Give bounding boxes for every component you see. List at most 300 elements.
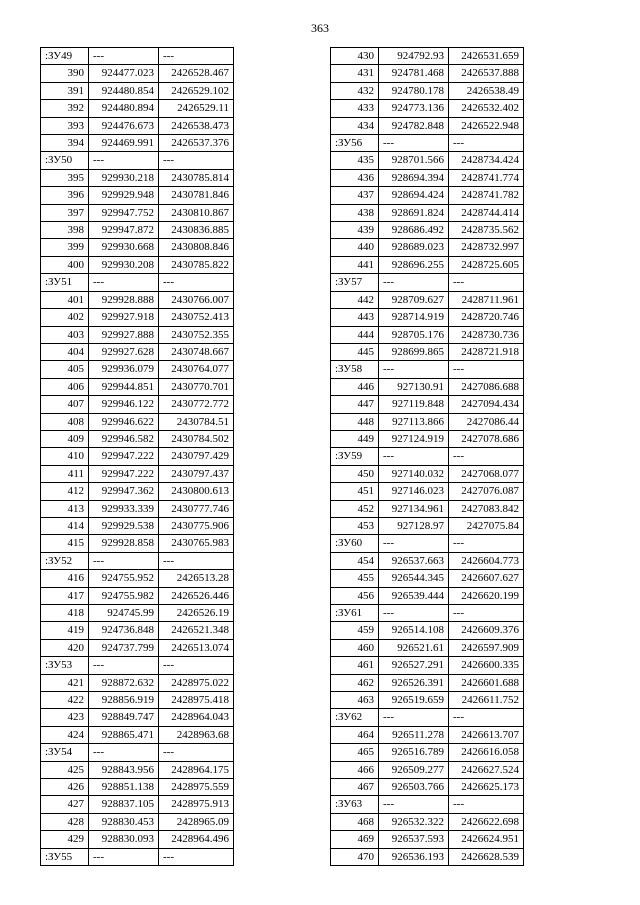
y-coordinate-cell: --- xyxy=(159,657,234,674)
y-coordinate-cell: 2428975.559 xyxy=(159,779,234,796)
y-coordinate-cell: 2427078.686 xyxy=(449,430,524,447)
x-coordinate-cell: 924480.854 xyxy=(89,82,159,99)
x-coordinate-cell: --- xyxy=(89,48,159,65)
table-row xyxy=(41,361,234,378)
table-row xyxy=(331,779,524,796)
y-coordinate-cell: 2426609.376 xyxy=(449,622,524,639)
x-coordinate-cell: 926537.663 xyxy=(379,552,449,569)
parcel-header-row xyxy=(331,361,524,378)
table-row xyxy=(331,674,524,691)
parcel-label-cell: :ЗУ57 xyxy=(331,274,379,291)
y-coordinate-cell: 2426529.11 xyxy=(159,100,234,117)
table-row xyxy=(331,48,524,65)
point-id-cell: 398 xyxy=(41,222,89,239)
x-coordinate-cell: 928830.093 xyxy=(89,831,159,848)
y-coordinate-cell: 2427086.44 xyxy=(449,413,524,430)
parcel-header-row xyxy=(41,552,234,569)
table-row xyxy=(331,517,524,534)
y-coordinate-cell: 2426513.074 xyxy=(159,639,234,656)
parcel-header-row xyxy=(41,848,234,865)
x-coordinate-cell: 929947.752 xyxy=(89,204,159,221)
parcel-header-row xyxy=(41,48,234,65)
y-coordinate-cell: 2430800.613 xyxy=(159,483,234,500)
table-row xyxy=(331,692,524,709)
x-coordinate-cell: 924477.023 xyxy=(89,65,159,82)
x-coordinate-cell: 926526.391 xyxy=(379,674,449,691)
point-id-cell: 425 xyxy=(41,761,89,778)
table-row xyxy=(41,222,234,239)
table-row xyxy=(41,674,234,691)
parcel-header-row xyxy=(331,709,524,726)
point-id-cell: 412 xyxy=(41,483,89,500)
y-coordinate-cell: 2430752.413 xyxy=(159,309,234,326)
point-id-cell: 446 xyxy=(331,378,379,395)
x-coordinate-cell: 926537.593 xyxy=(379,831,449,848)
x-coordinate-cell: 929930.208 xyxy=(89,256,159,273)
y-coordinate-cell: 2430785.822 xyxy=(159,256,234,273)
x-coordinate-cell: 928837.105 xyxy=(89,796,159,813)
point-id-cell: 442 xyxy=(331,291,379,308)
point-id-cell: 434 xyxy=(331,117,379,134)
y-coordinate-cell: 2430785.814 xyxy=(159,169,234,186)
y-coordinate-cell: 2426624.951 xyxy=(449,831,524,848)
point-id-cell: 396 xyxy=(41,187,89,204)
x-coordinate-cell: 929947.872 xyxy=(89,222,159,239)
table-row xyxy=(331,239,524,256)
x-coordinate-cell: --- xyxy=(379,709,449,726)
y-coordinate-cell: 2428964.043 xyxy=(159,709,234,726)
y-coordinate-cell: 2430784.502 xyxy=(159,430,234,447)
y-coordinate-cell: --- xyxy=(159,744,234,761)
table-row xyxy=(41,291,234,308)
x-coordinate-cell: 927124.919 xyxy=(379,430,449,447)
point-id-cell: 397 xyxy=(41,204,89,221)
x-coordinate-cell: 929929.948 xyxy=(89,187,159,204)
x-coordinate-cell: 926516.789 xyxy=(379,744,449,761)
y-coordinate-cell: 2428725.605 xyxy=(449,256,524,273)
x-coordinate-cell: --- xyxy=(379,361,449,378)
y-coordinate-cell: --- xyxy=(449,448,524,465)
x-coordinate-cell: 928686.492 xyxy=(379,222,449,239)
point-id-cell: 393 xyxy=(41,117,89,134)
parcel-header-row xyxy=(331,605,524,622)
y-coordinate-cell: --- xyxy=(449,535,524,552)
parcel-label-cell: :ЗУ52 xyxy=(41,552,89,569)
table-row xyxy=(41,117,234,134)
table-row xyxy=(331,639,524,656)
y-coordinate-cell: 2428741.774 xyxy=(449,169,524,186)
y-coordinate-cell: 2428711.961 xyxy=(449,291,524,308)
table-row xyxy=(331,100,524,117)
y-coordinate-cell: --- xyxy=(159,152,234,169)
parcel-label-cell: :ЗУ59 xyxy=(331,448,379,465)
table-row xyxy=(41,483,234,500)
y-coordinate-cell: 2427094.434 xyxy=(449,396,524,413)
table-row xyxy=(41,135,234,152)
y-coordinate-cell: 2430836.885 xyxy=(159,222,234,239)
point-id-cell: 400 xyxy=(41,256,89,273)
table-row xyxy=(41,239,234,256)
x-coordinate-cell: 926527.291 xyxy=(379,657,449,674)
x-coordinate-cell: 927134.961 xyxy=(379,500,449,517)
y-coordinate-cell: --- xyxy=(449,135,524,152)
y-coordinate-cell: 2426625.173 xyxy=(449,779,524,796)
y-coordinate-cell: 2426620.199 xyxy=(449,587,524,604)
y-coordinate-cell: 2426513.28 xyxy=(159,570,234,587)
x-coordinate-cell: --- xyxy=(89,657,159,674)
point-id-cell: 449 xyxy=(331,430,379,447)
y-coordinate-cell: 2426616.058 xyxy=(449,744,524,761)
x-coordinate-cell: 924780.178 xyxy=(379,82,449,99)
x-coordinate-cell: --- xyxy=(89,744,159,761)
point-id-cell: 445 xyxy=(331,343,379,360)
parcel-label-cell: :ЗУ56 xyxy=(331,135,379,152)
x-coordinate-cell: 924737.799 xyxy=(89,639,159,656)
x-coordinate-cell: 927130.91 xyxy=(379,378,449,395)
point-id-cell: 454 xyxy=(331,552,379,569)
point-id-cell: 467 xyxy=(331,779,379,796)
y-coordinate-cell: 2427086.688 xyxy=(449,378,524,395)
table-row xyxy=(331,657,524,674)
x-coordinate-cell: --- xyxy=(379,535,449,552)
table-row xyxy=(41,570,234,587)
point-id-cell: 419 xyxy=(41,622,89,639)
point-id-cell: 432 xyxy=(331,82,379,99)
y-coordinate-cell: 2428975.022 xyxy=(159,674,234,691)
y-coordinate-cell: 2428735.562 xyxy=(449,222,524,239)
point-id-cell: 462 xyxy=(331,674,379,691)
point-id-cell: 391 xyxy=(41,82,89,99)
table-row xyxy=(41,726,234,743)
table-row xyxy=(41,100,234,117)
point-id-cell: 418 xyxy=(41,605,89,622)
x-coordinate-cell: 929928.888 xyxy=(89,291,159,308)
point-id-cell: 468 xyxy=(331,813,379,830)
y-coordinate-cell: 2428721.918 xyxy=(449,343,524,360)
point-id-cell: 436 xyxy=(331,169,379,186)
y-coordinate-cell: 2428730.736 xyxy=(449,326,524,343)
y-coordinate-cell: 2430752.355 xyxy=(159,326,234,343)
x-coordinate-cell: 928689.023 xyxy=(379,239,449,256)
table-row xyxy=(331,343,524,360)
parcel-label-cell: :ЗУ51 xyxy=(41,274,89,291)
parcel-label-cell: :ЗУ63 xyxy=(331,796,379,813)
parcel-label-cell: :ЗУ49 xyxy=(41,48,89,65)
y-coordinate-cell: --- xyxy=(159,552,234,569)
point-id-cell: 437 xyxy=(331,187,379,204)
table-row xyxy=(331,256,524,273)
table-row xyxy=(41,761,234,778)
x-coordinate-cell: 929933.339 xyxy=(89,500,159,517)
table-row xyxy=(41,639,234,656)
y-coordinate-cell: --- xyxy=(449,605,524,622)
point-id-cell: 433 xyxy=(331,100,379,117)
point-id-cell: 455 xyxy=(331,570,379,587)
table-row xyxy=(331,831,524,848)
y-coordinate-cell: 2426597.909 xyxy=(449,639,524,656)
table-row xyxy=(41,430,234,447)
parcel-label-cell: :ЗУ60 xyxy=(331,535,379,552)
y-coordinate-cell: 2426627.524 xyxy=(449,761,524,778)
x-coordinate-cell: 928705.176 xyxy=(379,326,449,343)
point-id-cell: 466 xyxy=(331,761,379,778)
table-row xyxy=(41,343,234,360)
x-coordinate-cell: 928694.394 xyxy=(379,169,449,186)
y-coordinate-cell: 2426607.627 xyxy=(449,570,524,587)
y-coordinate-cell: 2430808.846 xyxy=(159,239,234,256)
x-coordinate-cell: 928691.824 xyxy=(379,204,449,221)
parcel-header-row xyxy=(41,152,234,169)
y-coordinate-cell: 2426521.348 xyxy=(159,622,234,639)
x-coordinate-cell: 924755.982 xyxy=(89,587,159,604)
point-id-cell: 469 xyxy=(331,831,379,848)
point-id-cell: 465 xyxy=(331,744,379,761)
x-coordinate-cell: 928872.632 xyxy=(89,674,159,691)
x-coordinate-cell: 926514.108 xyxy=(379,622,449,639)
point-id-cell: 447 xyxy=(331,396,379,413)
x-coordinate-cell: 926511.278 xyxy=(379,726,449,743)
x-coordinate-cell: 926536.193 xyxy=(379,848,449,865)
parcel-header-row xyxy=(41,274,234,291)
x-coordinate-cell: 928851.138 xyxy=(89,779,159,796)
x-coordinate-cell: 929930.668 xyxy=(89,239,159,256)
y-coordinate-cell: 2430772.772 xyxy=(159,396,234,413)
y-coordinate-cell: 2426522.948 xyxy=(449,117,524,134)
point-id-cell: 423 xyxy=(41,709,89,726)
table-row xyxy=(331,483,524,500)
y-coordinate-cell: 2428720.746 xyxy=(449,309,524,326)
y-coordinate-cell: 2426529.102 xyxy=(159,82,234,99)
x-coordinate-cell: 926539.444 xyxy=(379,587,449,604)
point-id-cell: 409 xyxy=(41,430,89,447)
point-id-cell: 390 xyxy=(41,65,89,82)
x-coordinate-cell: 928843.956 xyxy=(89,761,159,778)
table-row xyxy=(331,117,524,134)
x-coordinate-cell: 924755.952 xyxy=(89,570,159,587)
y-coordinate-cell: --- xyxy=(159,48,234,65)
x-coordinate-cell: 929936.079 xyxy=(89,361,159,378)
x-coordinate-cell: 929927.918 xyxy=(89,309,159,326)
table-row xyxy=(331,326,524,343)
point-id-cell: 424 xyxy=(41,726,89,743)
table-row xyxy=(331,552,524,569)
point-id-cell: 460 xyxy=(331,639,379,656)
table-row xyxy=(41,587,234,604)
point-id-cell: 408 xyxy=(41,413,89,430)
y-coordinate-cell: 2426538.473 xyxy=(159,117,234,134)
point-id-cell: 428 xyxy=(41,813,89,830)
y-coordinate-cell: 2428741.782 xyxy=(449,187,524,204)
y-coordinate-cell: 2430797.437 xyxy=(159,465,234,482)
parcel-header-row xyxy=(331,135,524,152)
point-id-cell: 463 xyxy=(331,692,379,709)
point-id-cell: 440 xyxy=(331,239,379,256)
y-coordinate-cell: 2430777.746 xyxy=(159,500,234,517)
table-row xyxy=(41,256,234,273)
parcel-header-row xyxy=(331,796,524,813)
parcel-header-row xyxy=(331,448,524,465)
point-id-cell: 401 xyxy=(41,291,89,308)
y-coordinate-cell: 2428744.414 xyxy=(449,204,524,221)
table-row xyxy=(331,291,524,308)
x-coordinate-cell: 928699.865 xyxy=(379,343,449,360)
y-coordinate-cell: --- xyxy=(449,274,524,291)
table-row xyxy=(41,465,234,482)
table-row xyxy=(331,744,524,761)
table-row xyxy=(331,500,524,517)
table-row xyxy=(331,813,524,830)
y-coordinate-cell: 2428963.68 xyxy=(159,726,234,743)
x-coordinate-cell: 927146.023 xyxy=(379,483,449,500)
x-coordinate-cell: 924792.93 xyxy=(379,48,449,65)
y-coordinate-cell: 2428965.09 xyxy=(159,813,234,830)
x-coordinate-cell: --- xyxy=(379,796,449,813)
point-id-cell: 426 xyxy=(41,779,89,796)
y-coordinate-cell: 2430797.429 xyxy=(159,448,234,465)
y-coordinate-cell: 2426601.688 xyxy=(449,674,524,691)
x-coordinate-cell: 929947.222 xyxy=(89,465,159,482)
x-coordinate-cell: 929946.582 xyxy=(89,430,159,447)
x-coordinate-cell: 926521.61 xyxy=(379,639,449,656)
x-coordinate-cell: 929947.222 xyxy=(89,448,159,465)
table-row xyxy=(41,500,234,517)
point-id-cell: 450 xyxy=(331,465,379,482)
y-coordinate-cell: 2426537.376 xyxy=(159,135,234,152)
parcel-label-cell: :ЗУ50 xyxy=(41,152,89,169)
x-coordinate-cell: 926544.345 xyxy=(379,570,449,587)
table-row xyxy=(331,430,524,447)
parcel-header-row xyxy=(331,535,524,552)
table-row xyxy=(331,622,524,639)
y-coordinate-cell: 2426611.752 xyxy=(449,692,524,709)
point-id-cell: 470 xyxy=(331,848,379,865)
point-id-cell: 441 xyxy=(331,256,379,273)
point-id-cell: 404 xyxy=(41,343,89,360)
parcel-label-cell: :ЗУ61 xyxy=(331,605,379,622)
x-coordinate-cell: 928696.255 xyxy=(379,256,449,273)
parcel-label-cell: :ЗУ55 xyxy=(41,848,89,865)
x-coordinate-cell: 929947.362 xyxy=(89,483,159,500)
x-coordinate-cell: 928856.919 xyxy=(89,692,159,709)
point-id-cell: 461 xyxy=(331,657,379,674)
x-coordinate-cell: --- xyxy=(379,135,449,152)
table-row xyxy=(331,396,524,413)
point-id-cell: 438 xyxy=(331,204,379,221)
y-coordinate-cell: 2426604.773 xyxy=(449,552,524,569)
x-coordinate-cell: 928709.627 xyxy=(379,291,449,308)
y-coordinate-cell: 2428964.175 xyxy=(159,761,234,778)
point-id-cell: 435 xyxy=(331,152,379,169)
y-coordinate-cell: 2430810.867 xyxy=(159,204,234,221)
y-coordinate-cell: 2426537.888 xyxy=(449,65,524,82)
y-coordinate-cell: 2426532.402 xyxy=(449,100,524,117)
y-coordinate-cell: 2427068.077 xyxy=(449,465,524,482)
y-coordinate-cell: 2426622.698 xyxy=(449,813,524,830)
table-row xyxy=(41,82,234,99)
x-coordinate-cell: 929927.888 xyxy=(89,326,159,343)
x-coordinate-cell: 927128.97 xyxy=(379,517,449,534)
point-id-cell: 403 xyxy=(41,326,89,343)
point-id-cell: 451 xyxy=(331,483,379,500)
y-coordinate-cell: --- xyxy=(449,361,524,378)
table-row xyxy=(41,796,234,813)
table-row xyxy=(41,413,234,430)
point-id-cell: 448 xyxy=(331,413,379,430)
point-id-cell: 414 xyxy=(41,517,89,534)
x-coordinate-cell: 926509.277 xyxy=(379,761,449,778)
parcel-header-row xyxy=(331,274,524,291)
y-coordinate-cell: 2428734.424 xyxy=(449,152,524,169)
table-row xyxy=(41,831,234,848)
table-row xyxy=(41,779,234,796)
table-row xyxy=(41,813,234,830)
y-coordinate-cell: 2427083.842 xyxy=(449,500,524,517)
point-id-cell: 443 xyxy=(331,309,379,326)
x-coordinate-cell: --- xyxy=(89,552,159,569)
x-coordinate-cell: 929930.218 xyxy=(89,169,159,186)
x-coordinate-cell: 924476.673 xyxy=(89,117,159,134)
y-coordinate-cell: 2428964.496 xyxy=(159,831,234,848)
point-id-cell: 416 xyxy=(41,570,89,587)
table-row xyxy=(41,535,234,552)
coordinates-table-right xyxy=(330,47,524,866)
point-id-cell: 406 xyxy=(41,378,89,395)
x-coordinate-cell: 928865.471 xyxy=(89,726,159,743)
point-id-cell: 392 xyxy=(41,100,89,117)
table-row xyxy=(41,169,234,186)
x-coordinate-cell: 927119.848 xyxy=(379,396,449,413)
parcel-header-row xyxy=(41,744,234,761)
table-row xyxy=(331,570,524,587)
x-coordinate-cell: --- xyxy=(89,274,159,291)
point-id-cell: 399 xyxy=(41,239,89,256)
point-id-cell: 456 xyxy=(331,587,379,604)
point-id-cell: 395 xyxy=(41,169,89,186)
table-row xyxy=(331,222,524,239)
table-row xyxy=(41,709,234,726)
table-row xyxy=(331,169,524,186)
x-coordinate-cell: 924469.991 xyxy=(89,135,159,152)
x-coordinate-cell: --- xyxy=(379,274,449,291)
parcel-label-cell: :ЗУ53 xyxy=(41,657,89,674)
table-row xyxy=(331,413,524,430)
y-coordinate-cell: --- xyxy=(159,848,234,865)
table-row xyxy=(41,65,234,82)
point-id-cell: 413 xyxy=(41,500,89,517)
x-coordinate-cell: 926532.322 xyxy=(379,813,449,830)
y-coordinate-cell: --- xyxy=(159,274,234,291)
table-row xyxy=(331,378,524,395)
x-coordinate-cell: 928830.453 xyxy=(89,813,159,830)
point-id-cell: 405 xyxy=(41,361,89,378)
table-row xyxy=(331,465,524,482)
coordinates-table-left xyxy=(40,47,234,866)
x-coordinate-cell: 928701.566 xyxy=(379,152,449,169)
point-id-cell: 402 xyxy=(41,309,89,326)
y-coordinate-cell: 2426613.707 xyxy=(449,726,524,743)
y-coordinate-cell: 2426526.446 xyxy=(159,587,234,604)
table-row xyxy=(331,152,524,169)
y-coordinate-cell: 2426526.19 xyxy=(159,605,234,622)
table-row xyxy=(331,187,524,204)
x-coordinate-cell: 928694.424 xyxy=(379,187,449,204)
point-id-cell: 411 xyxy=(41,465,89,482)
table-row xyxy=(331,65,524,82)
table-row xyxy=(331,587,524,604)
table-row xyxy=(331,848,524,865)
x-coordinate-cell: 927113.866 xyxy=(379,413,449,430)
point-id-cell: 407 xyxy=(41,396,89,413)
